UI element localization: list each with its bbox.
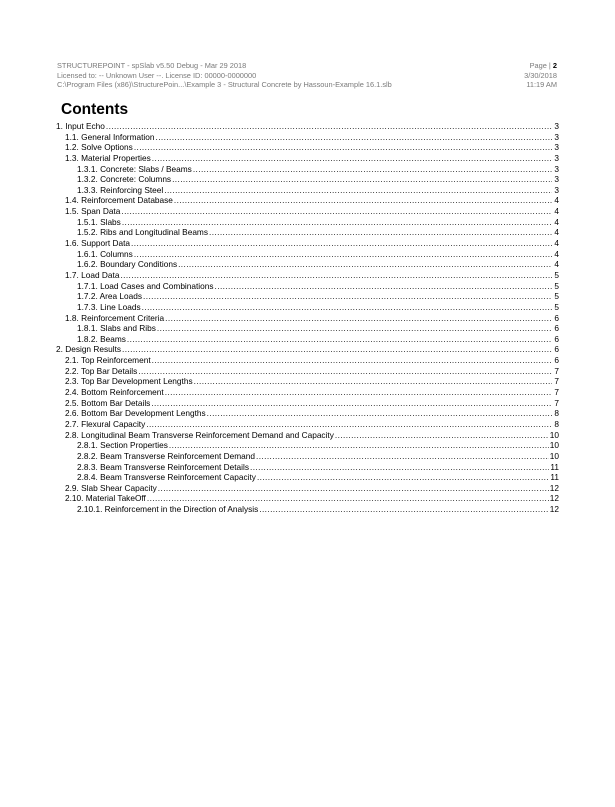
toc-entry-page: 7 bbox=[554, 387, 559, 398]
toc-entry-page: 8 bbox=[554, 408, 559, 419]
toc-entry[interactable] bbox=[56, 313, 559, 324]
toc-entry-page: 10 bbox=[549, 429, 559, 440]
toc-entry-page: 7 bbox=[554, 397, 559, 408]
toc-entry[interactable] bbox=[56, 164, 559, 175]
toc-entry-label: 1.7.3. Line Loads bbox=[77, 301, 141, 312]
toc-entry-page: 11 bbox=[550, 461, 559, 472]
toc-entry-label: 1.7.2. Area Loads bbox=[77, 291, 143, 302]
toc-entry-label: 1.3.1. Concrete: Slabs / Beams bbox=[77, 163, 192, 174]
toc-entry-page: 6 bbox=[554, 355, 559, 366]
toc-entry[interactable] bbox=[56, 462, 559, 473]
toc-entry-page: 10 bbox=[549, 440, 559, 451]
toc-entry-page: 3 bbox=[554, 121, 559, 131]
toc-entry[interactable] bbox=[56, 451, 559, 462]
toc-entry-label: 2.3. Top Bar Development Lengths bbox=[65, 376, 193, 387]
toc-entry-label: 1.3.2. Concrete: Columns bbox=[77, 174, 172, 185]
toc-entry-page: 5 bbox=[554, 280, 559, 291]
toc-entry-label: 2. Design Results bbox=[56, 344, 122, 355]
toc-leader-dots bbox=[127, 334, 552, 345]
toc-entry-page: 3 bbox=[554, 142, 559, 153]
toc-entry[interactable] bbox=[56, 387, 559, 398]
toc-entry[interactable] bbox=[56, 132, 559, 143]
toc-entry[interactable] bbox=[56, 174, 559, 185]
toc-leader-dots bbox=[193, 164, 552, 175]
toc-entry[interactable] bbox=[56, 206, 559, 217]
toc-leader-dots bbox=[122, 217, 552, 228]
toc-entry-page: 3 bbox=[554, 184, 559, 195]
toc-leader-dots bbox=[165, 387, 552, 398]
toc-entry-label: 1.5. Span Data bbox=[65, 206, 121, 217]
toc-leader-dots bbox=[174, 195, 552, 206]
toc-entry-page: 4 bbox=[554, 227, 559, 238]
toc-entry-label: 1.6.2. Boundary Conditions bbox=[77, 259, 178, 270]
toc-leader-dots bbox=[155, 132, 552, 143]
page-label: Page | bbox=[529, 61, 551, 70]
toc-entry[interactable] bbox=[56, 238, 559, 249]
toc-entry-label: 2.8.4. Beam Transverse Reinforcement Capacity bbox=[77, 472, 256, 483]
toc-entry-label: 2.8.3. Beam Transverse Reinforcement Details bbox=[77, 461, 250, 472]
toc-entry-label: 2.8.2. Beam Transverse Reinforcement Demand bbox=[77, 450, 256, 461]
toc-entry-label: 1. Input Echo bbox=[56, 121, 105, 131]
toc-leader-dots bbox=[146, 419, 552, 430]
toc-leader-dots bbox=[165, 313, 552, 324]
toc-leader-dots bbox=[138, 366, 552, 377]
toc-entry-page: 4 bbox=[554, 248, 559, 259]
report-time: 11:19 AM bbox=[526, 80, 557, 89]
toc-leader-dots bbox=[335, 430, 549, 441]
toc-entry-label: 1.6.1. Columns bbox=[77, 248, 133, 259]
toc-leader-dots bbox=[143, 291, 552, 302]
toc-leader-dots bbox=[169, 440, 549, 451]
toc-entry-page: 4 bbox=[554, 206, 559, 217]
toc-leader-dots bbox=[250, 462, 549, 473]
toc-entry-page: 5 bbox=[554, 301, 559, 312]
toc-leader-dots bbox=[256, 451, 549, 462]
toc-leader-dots bbox=[120, 270, 552, 281]
toc-entry[interactable] bbox=[56, 195, 559, 206]
toc-leader-dots bbox=[152, 355, 552, 366]
toc-leader-dots bbox=[194, 376, 552, 387]
toc-entry[interactable] bbox=[56, 249, 559, 260]
toc-entry[interactable] bbox=[56, 440, 559, 451]
toc-entry[interactable] bbox=[56, 142, 559, 153]
page-number bbox=[437, 61, 557, 71]
toc-entry[interactable] bbox=[56, 185, 559, 196]
toc-entry-label: 2.10.1. Reinforcement in the Direction of Analysis bbox=[77, 504, 259, 515]
toc-entry[interactable] bbox=[56, 153, 559, 164]
toc-entry-label: 1.7. Load Data bbox=[65, 269, 120, 280]
toc-entry[interactable] bbox=[56, 483, 559, 494]
toc-leader-dots bbox=[178, 259, 552, 270]
toc-leader-dots bbox=[131, 238, 552, 249]
toc-entry-page: 4 bbox=[554, 238, 559, 249]
toc-entry-page: 6 bbox=[554, 323, 559, 334]
toc-entry[interactable] bbox=[56, 355, 559, 366]
toc-entry[interactable] bbox=[56, 376, 559, 387]
toc-entry[interactable] bbox=[56, 408, 559, 419]
toc-entry-page: 7 bbox=[554, 376, 559, 387]
toc-leader-dots bbox=[121, 206, 552, 217]
toc-entry[interactable] bbox=[56, 419, 559, 430]
toc-entry-page: 5 bbox=[554, 291, 559, 302]
toc-entry[interactable] bbox=[56, 281, 559, 292]
toc-leader-dots bbox=[157, 323, 552, 334]
toc-entry-page: 6 bbox=[554, 312, 559, 323]
toc-leader-dots bbox=[215, 281, 552, 292]
toc-entry-page: 7 bbox=[554, 365, 559, 376]
program-version: STRUCTUREPOINT - spSlab v5.50 Debug - Mar 29 2018 bbox=[57, 61, 247, 70]
toc-leader-dots bbox=[209, 227, 552, 238]
toc-leader-dots bbox=[158, 483, 549, 494]
toc-entry-label: 2.6. Bottom Bar Development Lengths bbox=[65, 408, 206, 419]
toc-entry-label: 1.5.2. Ribs and Longitudinal Beams bbox=[77, 227, 208, 238]
toc-entry[interactable] bbox=[56, 504, 559, 515]
toc-entry[interactable] bbox=[56, 270, 559, 281]
header-meta bbox=[437, 61, 557, 90]
toc-entry-label: 2.4. Bottom Reinforcement bbox=[65, 387, 164, 398]
toc-entry[interactable] bbox=[56, 430, 559, 441]
toc-entry-page: 12 bbox=[549, 482, 559, 493]
toc-leader-dots bbox=[172, 174, 552, 185]
toc-entry[interactable] bbox=[56, 302, 559, 313]
report-date: 3/30/2018 bbox=[524, 70, 557, 80]
toc-entry[interactable] bbox=[56, 217, 559, 228]
toc-entry[interactable] bbox=[56, 259, 559, 270]
table-of-contents bbox=[56, 121, 559, 515]
toc-leader-dots bbox=[134, 249, 552, 260]
toc-entry-page: 4 bbox=[554, 259, 559, 270]
toc-entry-label: 1.3. Material Properties bbox=[65, 152, 151, 163]
toc-entry-label: 1.4. Reinforcement Database bbox=[65, 195, 173, 206]
toc-leader-dots bbox=[106, 121, 552, 132]
toc-entry-label: 2.8. Longitudinal Beam Transverse Reinforcement Demand and Capacity bbox=[65, 429, 334, 440]
toc-entry-label: 2.9. Slab Shear Capacity bbox=[65, 482, 157, 493]
toc-entry-label: 2.10. Material TakeOff bbox=[65, 493, 146, 504]
toc-leader-dots bbox=[122, 344, 552, 355]
page-number-value: 2 bbox=[552, 61, 557, 70]
toc-entry[interactable] bbox=[56, 227, 559, 238]
toc-entry[interactable] bbox=[56, 334, 559, 345]
header-info bbox=[57, 61, 477, 90]
toc-leader-dots bbox=[164, 185, 552, 196]
toc-entry-page: 3 bbox=[554, 152, 559, 163]
toc-entry[interactable] bbox=[56, 121, 559, 132]
file-path: C:\Program Files (x86)\StructurePoin...\Example 3 - Structural Concrete by Hassoun-Example 16.1.slb bbox=[57, 80, 392, 89]
toc-leader-dots bbox=[142, 302, 552, 313]
toc-entry[interactable] bbox=[56, 291, 559, 302]
toc-leader-dots bbox=[151, 398, 552, 409]
license-info: Licensed to: -- Unknown User --. License ID: 00000-0000000 bbox=[57, 70, 257, 80]
toc-entry-label: 2.8.1. Section Properties bbox=[77, 440, 168, 451]
toc-entry-label: 2.1. Top Reinforcement bbox=[65, 355, 151, 366]
toc-entry-page: 8 bbox=[554, 418, 559, 429]
toc-leader-dots bbox=[207, 408, 552, 419]
toc-entry-page: 6 bbox=[554, 333, 559, 344]
toc-entry[interactable] bbox=[56, 323, 559, 334]
toc-entry-label: 1.8.1. Slabs and Ribs bbox=[77, 323, 156, 334]
toc-leader-dots bbox=[134, 142, 552, 153]
toc-leader-dots bbox=[257, 472, 549, 483]
toc-entry-page: 12 bbox=[549, 493, 559, 504]
toc-entry[interactable] bbox=[56, 493, 559, 504]
toc-entry-label: 1.8. Reinforcement Criteria bbox=[65, 312, 165, 323]
toc-entry-label: 1.3.3. Reinforcing Steel bbox=[77, 184, 164, 195]
toc-entry[interactable] bbox=[56, 398, 559, 409]
toc-leader-dots bbox=[152, 153, 552, 164]
toc-entry-page: 3 bbox=[554, 174, 559, 185]
toc-entry-label: 2.5. Bottom Bar Details bbox=[65, 397, 151, 408]
toc-entry-label: 1.2. Solve Options bbox=[65, 142, 133, 153]
toc-entry-label: 1.7.1. Load Cases and Combinations bbox=[77, 280, 214, 291]
toc-entry-page: 12 bbox=[549, 504, 559, 515]
toc-entry[interactable] bbox=[56, 366, 559, 377]
toc-entry-page: 4 bbox=[554, 216, 559, 227]
toc-entry-label: 1.6. Support Data bbox=[65, 238, 131, 249]
toc-entry-page: 10 bbox=[549, 450, 559, 461]
toc-entry-page: 6 bbox=[554, 344, 559, 355]
toc-entry[interactable] bbox=[56, 472, 559, 483]
toc-entry-label: 1.5.1. Slabs bbox=[77, 216, 121, 227]
toc-entry-label: 2.7. Flexural Capacity bbox=[65, 418, 146, 429]
toc-leader-dots bbox=[147, 493, 549, 504]
toc-entry-page: 11 bbox=[550, 472, 559, 483]
toc-entry-page: 3 bbox=[554, 163, 559, 174]
toc-entry-page: 3 bbox=[554, 131, 559, 142]
toc-entry-label: 2.2. Top Bar Details bbox=[65, 365, 138, 376]
toc-leader-dots bbox=[259, 504, 549, 515]
toc-entry-page: 4 bbox=[554, 195, 559, 206]
page-title: Contents bbox=[61, 101, 129, 118]
toc-entry-label: 1.1. General Information bbox=[65, 131, 155, 142]
toc-entry-page: 5 bbox=[554, 269, 559, 280]
toc-entry[interactable] bbox=[56, 344, 559, 355]
toc-entry-label: 1.8.2. Beams bbox=[77, 333, 126, 344]
